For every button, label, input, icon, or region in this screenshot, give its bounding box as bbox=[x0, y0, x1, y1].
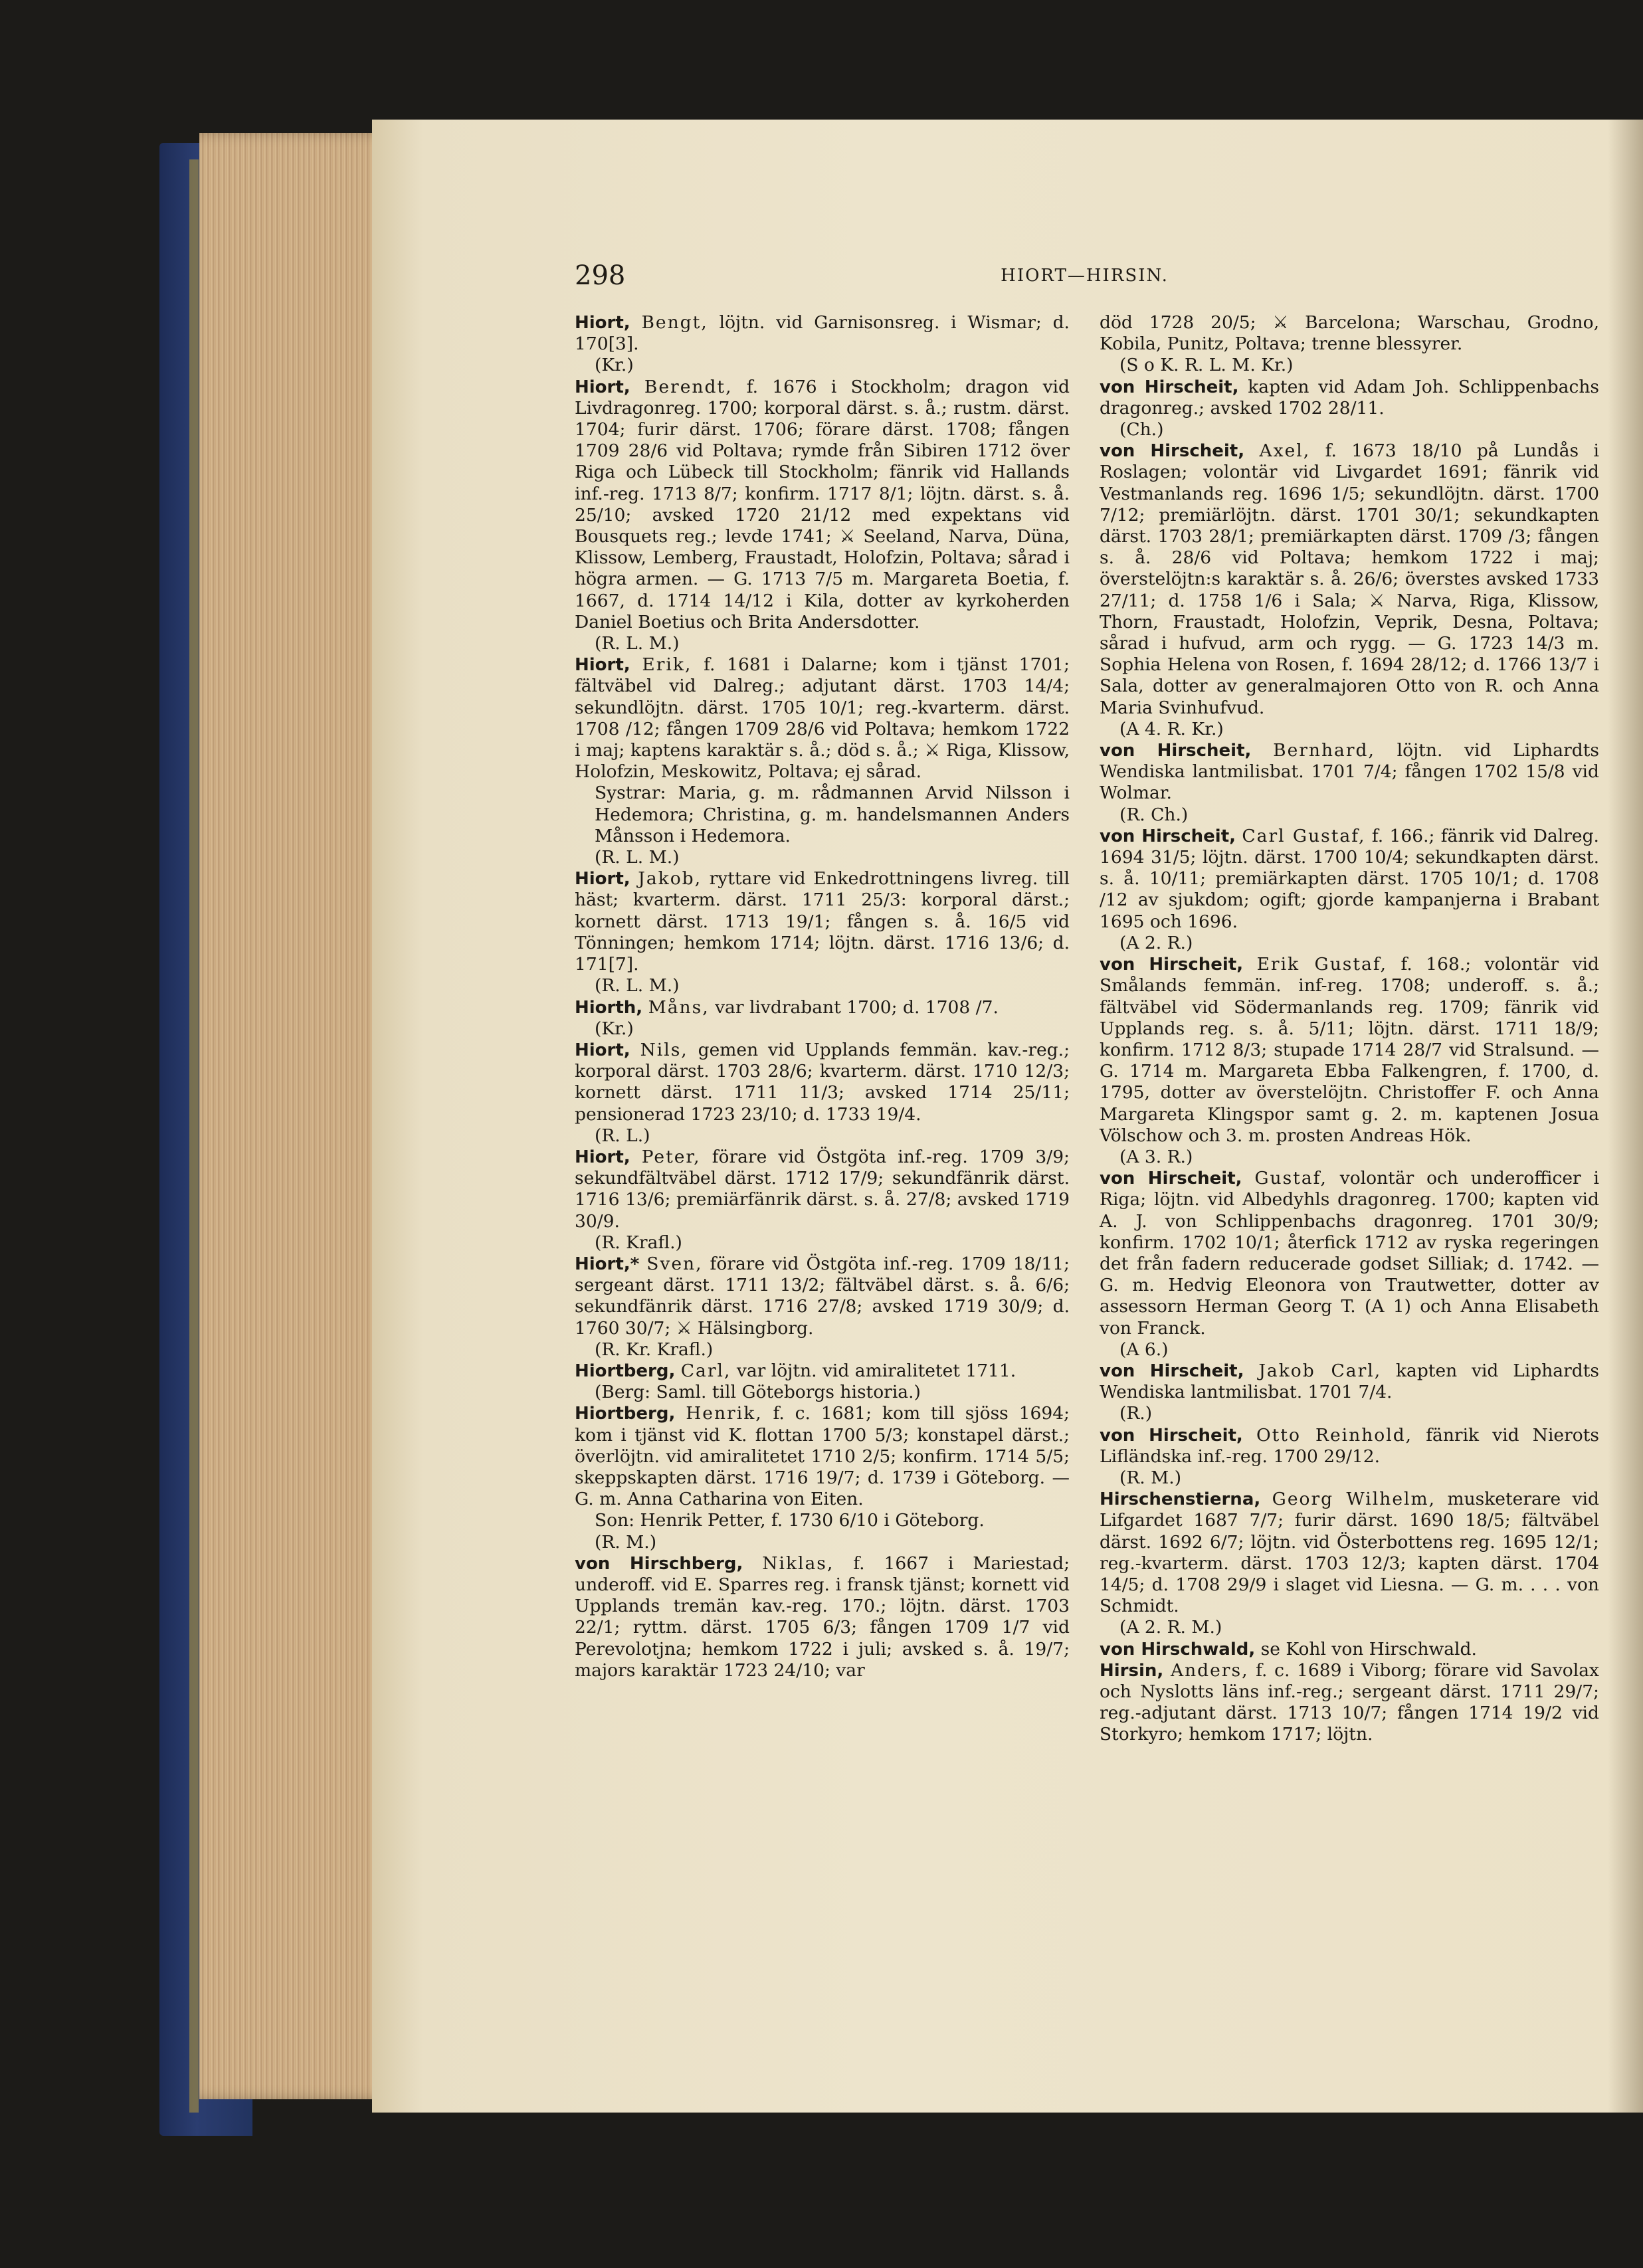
entry-given-name: Jakob, bbox=[638, 868, 702, 890]
entry-surname: Hiort, bbox=[575, 377, 630, 397]
entry-surname: Hiort, bbox=[575, 869, 630, 890]
biography-entry bbox=[1100, 1361, 1599, 1403]
entry-text: f. 1681 i Dalarne; kom i tjänst 1701; fältväbel vid Dalreg.; adjutant därst. 1703 14/4; sekundlöjtn. därst. 1705 10/1; reg.-kvarterm. därst. 1708 /12; fången 1709 28/6 vid Poltava; hemkom 1722 i maj; kaptens karaktär s. å.; död s. å.; ⚔ Riga, Klissow, Holofzin, Meskowitz, Poltava; ej sårad. bbox=[575, 654, 1070, 783]
entry-surname: Hirschenstierna, bbox=[1100, 1489, 1261, 1510]
entry-given-name: Gustaf, bbox=[1254, 1168, 1327, 1189]
biography-entry bbox=[575, 868, 1070, 975]
entry-surname: Hiortberg, bbox=[575, 1404, 676, 1424]
entry-surname: Hiort,* bbox=[575, 1254, 640, 1274]
source-reference: (R. L.) bbox=[595, 1125, 650, 1146]
biography-entry bbox=[1100, 954, 1599, 1147]
entry-given-name: Berendt, bbox=[644, 376, 733, 397]
entry-text: f. 168.; volontär vid Smålands femmän. inf-reg. 1708; underoff. s. å.; fältväbel vid Södermanlands reg. 1709; fänrik vid Upplands reg. s. å. 5/11; löjtn. därst. 1711 18/9; konfirm. 1712 8/3; stupade 1714 28/7 vid Stralsund. — G. 1714 m. Margareta Ebba Falkengren, f. 1700, d. 1795, dotter av överstelöjtn. Christoffer F. och Anna Margareta Klingspor samt g. 2. m. kaptenen Josua Völschow och 3. m. prosten Andreas Hök. bbox=[1100, 954, 1599, 1146]
biography-entry bbox=[575, 1147, 1070, 1232]
source-reference: (R. M.) bbox=[595, 1531, 657, 1553]
biography-entry bbox=[575, 312, 1070, 355]
page-gutter-shadow bbox=[1608, 120, 1643, 2113]
cover-edge bbox=[189, 159, 199, 2113]
entry-surname: Hiort, bbox=[575, 1040, 630, 1060]
entry-text: f. 1667 i Mariestad; underoff. vid E. Sparres reg. i fransk tjänst; kornett vid Upplands tremän kav.-reg. 170.; löjtn. därst. 1703 22/1; ryttm. därst. 1705 6/3; fången 1709 1/7 vid Perevolotjna; hemkom 1722 i juli; avsked s. å. 19/7; majors karaktär 1723 24/10; var bbox=[575, 1553, 1070, 1681]
entry-text: f. c. 1681; kom till sjöss 1694; kom i tjänst vid K. flottan 1700 5/3; konstapel därst.; överlöjtn. vid amiralitetet 1710 2/5; konfirm. 1714 5/5; skeppskapten därst. 1716 19/7; d. 1739 i Göteborg. — G. m. Anna Catharina von Eiten. bbox=[575, 1403, 1070, 1510]
biography-entry bbox=[1100, 740, 1599, 804]
biography-entry bbox=[575, 654, 1070, 783]
entry-text: se Kohl von Hirschwald. bbox=[1260, 1638, 1477, 1659]
source-reference: (Ch.) bbox=[1119, 419, 1164, 440]
entry-text: löjtn. vid Liphardts Wendiska lantmilisbat. 1701 7/4; fången 1702 15/8 vid Wolmar. bbox=[1100, 740, 1599, 804]
biography-entry bbox=[1100, 1168, 1599, 1339]
entry-given-name: Georg Wilhelm, bbox=[1272, 1489, 1436, 1510]
entry-text: kapten vid Adam Joh. Schlippenbachs dragonreg.; avsked 1702 28/11. bbox=[1100, 376, 1599, 419]
biography-entry bbox=[575, 1553, 1070, 1681]
source-reference: (A 3. R.) bbox=[1119, 1146, 1193, 1167]
entry-text: f. 1676 i Stockholm; dragon vid Livdragonreg. 1700; korporal därst. s. å.; rustm. därst. 1704; furir därst. 1706; förare därst. 1708; fången 1709 28/6 vid Poltava; rymde från Sibiren 1712 över Riga och Lübeck till Stockholm; fänrik vid Hallands inf.-reg. 1713 8/7; konfirm. 1717 8/1; löjtn. därst. s. å. 25/10; avsked 1720 21/12 med expektans vid Bousquets reg.; levde 1741; ⚔ Seeland, Narva, Düna, Klissow, Lemberg, Fraustadt, Holofzin, Poltava; sårad i högra armen. — G. 1713 7/5 m. Margareta Boetia, f. 1667, d. 1714 14/12 i Kila, dotter av kyrkoherden Daniel Boetius och Brita Andersdotter. bbox=[575, 376, 1070, 632]
source-reference: (R. M.) bbox=[1119, 1467, 1182, 1488]
source-reference: (R. L. M.) bbox=[595, 847, 680, 868]
biography-entry bbox=[1100, 377, 1599, 419]
source-reference: (Kr.) bbox=[595, 1018, 634, 1039]
entry-given-name: Carl Gustaf, bbox=[1242, 825, 1366, 846]
source-reference: (A 4. R. Kr.) bbox=[1119, 718, 1224, 739]
entry-given-name: Carl, bbox=[680, 1360, 731, 1381]
right-column bbox=[1100, 312, 1599, 1746]
source-reference: (R. L. M.) bbox=[595, 633, 680, 654]
source-reference: (R. Ch.) bbox=[1119, 804, 1189, 825]
biography-entry bbox=[575, 1254, 1070, 1339]
entry-given-name: Sven, bbox=[646, 1253, 703, 1274]
entry-given-name: Bernhard, bbox=[1273, 740, 1375, 761]
family-note: Son: Henrik Petter, f. 1730 6/10 i Göteborg. bbox=[595, 1510, 985, 1531]
source-reference: (A 6.) bbox=[1119, 1339, 1169, 1360]
running-head: HIORT—HIRSIN. bbox=[1001, 266, 1169, 286]
entry-surname: von Hirschberg, bbox=[575, 1553, 743, 1574]
biography-entry bbox=[575, 1040, 1070, 1125]
page-header bbox=[575, 260, 1595, 291]
entry-surname: Hiort, bbox=[575, 1147, 630, 1167]
entry-text: förare vid Östgöta inf.-reg. 1709 3/9; sekundfältväbel därst. 1712 17/9; sekundfänrik därst. 1716 13/6; premiärfänrik därst. s. å. 27/8; avsked 1719 30/9. bbox=[575, 1146, 1070, 1232]
entry-given-name: Axel, bbox=[1259, 440, 1311, 462]
entry-given-name: Nils, bbox=[640, 1039, 688, 1060]
entry-text: f. 166.; fänrik vid Dalreg. 1694 31/5; löjtn. därst. 1700 10/4; sekundkapten därst. s. å. 10/11; premiärkapten därst. 1705 10/1; d. 1708 /12 av sjukdom; ogift; gjorde kampanjerna i Brabant 1695 och 1696. bbox=[1100, 825, 1599, 932]
entry-text: ryttare vid Enkedrottningens livreg. till häst; kvarterm. därst. 1711 25/3: korporal därst.; kornett därst. 1713 19/1; fången s. å. 16/5 vid Tönningen; hemkom 1714; löjtn. därst. 1716 13/6; d. 171[7]. bbox=[575, 868, 1070, 975]
entry-text: f. c. 1689 i Viborg; förare vid Savolax och Nyslotts läns inf.-reg.; sergeant därst. 1711 29/7; reg.-adjutant därst. 1713 10/7; fången 1714 19/2 vid Storkyro; hemkom 1717; löjtn. bbox=[1100, 1659, 1599, 1745]
biography-entry bbox=[1100, 826, 1599, 933]
entry-given-name: Jakob Carl, bbox=[1258, 1360, 1382, 1381]
biography-entry bbox=[575, 377, 1070, 633]
family-note: Systrar: Maria, g. m. rådmannen Arvid Nilsson i Hedemora; Christina, g. m. handelsmannen Anders Månsson i Hedemora. bbox=[595, 783, 1070, 846]
source-reference: (A 2. R.) bbox=[1119, 932, 1193, 953]
entry-text: död 1728 20/5; ⚔ Barcelona; Warschau, Grodno, Kobila, Punitz, Poltava; trenne blessyrer. bbox=[1100, 312, 1599, 355]
entry-surname: Hiort, bbox=[575, 313, 630, 333]
entry-given-name: Henrik, bbox=[686, 1403, 763, 1424]
biography-entry bbox=[1100, 312, 1599, 355]
entry-surname: Hiort, bbox=[575, 655, 630, 676]
page-edges bbox=[199, 133, 399, 2099]
entry-surname: von Hirscheit, bbox=[1100, 377, 1239, 397]
left-column bbox=[575, 312, 1070, 1681]
source-reference: (R. L. M.) bbox=[595, 975, 680, 996]
entry-given-name: Otto Reinhold, bbox=[1256, 1424, 1413, 1446]
source-reference: (Berg: Saml. till Göteborgs historia.) bbox=[595, 1382, 921, 1403]
entry-given-name: Erik Gustaf, bbox=[1256, 954, 1388, 975]
entry-text: var löjtn. vid amiralitetet 1711. bbox=[736, 1360, 1016, 1381]
biography-entry bbox=[1100, 1489, 1599, 1617]
entry-text: volontär och underofficer i Riga; löjtn. vid Albedyhls dragonreg. 1700; kapten vid A. J. von Schlippenbachs dragonreg. 1701 30/9; konfirm. 1702 10/1; återfick 1712 av ryska regeringen det från fadern reducerade godset Silliak; d. 1742. — G. m. Hedvig Eleonora von Trautwetter, dotter av assessorn Herman Georg T. (A 1) och Anna Elisabeth von Franck. bbox=[1100, 1168, 1599, 1339]
entry-surname: von Hirscheit, bbox=[1100, 1425, 1243, 1446]
entry-given-name: Anders, bbox=[1170, 1659, 1249, 1681]
page-number: 298 bbox=[575, 260, 626, 291]
source-reference: (R. Kr. Krafl.) bbox=[595, 1339, 714, 1360]
source-reference: (R.) bbox=[1119, 1403, 1153, 1424]
entry-text: kapten vid Liphardts Wendiska lantmilisbat. 1701 7/4. bbox=[1100, 1360, 1599, 1403]
entry-surname: von Hirscheit, bbox=[1100, 826, 1236, 846]
entry-text: fänrik vid Nierots Lifländska inf.-reg. 1700 29/12. bbox=[1100, 1424, 1599, 1467]
entry-given-name: Måns, bbox=[648, 996, 710, 1018]
entry-surname: von Hirscheit, bbox=[1100, 1361, 1244, 1381]
biography-entry bbox=[575, 997, 1070, 1018]
entry-surname: von Hirscheit, bbox=[1100, 955, 1244, 975]
entry-given-name: Bengt, bbox=[641, 312, 708, 333]
entry-text: musketerare vid Lifgardet 1687 7/7; furir därst. 1690 18/5; fältväbel därst. 1692 6/7; löjtn. vid Österbottens reg. 1695 12/1; reg.-kvarterm. därst. 1703 12/3; kapten därst. 1704 14/5; d. 1708 29/9 i slaget vid Liesna. — G. m. . . . von Schmidt. bbox=[1100, 1489, 1599, 1617]
entry-surname: von Hirscheit, bbox=[1100, 441, 1245, 462]
entry-surname: von Hirschwald, bbox=[1100, 1639, 1256, 1659]
source-reference: (R. Krafl.) bbox=[595, 1232, 682, 1253]
entry-given-name: Niklas, bbox=[762, 1553, 834, 1574]
entry-surname: von Hirscheit, bbox=[1100, 741, 1252, 761]
entry-surname: Hiortberg, bbox=[575, 1361, 676, 1381]
biography-entry bbox=[1100, 440, 1599, 719]
entry-surname: Hirsin, bbox=[1100, 1660, 1164, 1681]
biography-entry bbox=[1100, 1425, 1599, 1467]
entry-text: f. 1673 18/10 på Lundås i Roslagen; volontär vid Livgardet 1691; fänrik vid Vestmanlands reg. 1696 1/5; sekundlöjtn. därst. 1700 7/12; premiärlöjtn. därst. 1701 30/1; sekundkapten därst. 1703 28/1; premiärkapten därst. 1709 /3; fången s. å. 28/6 vid Poltava; hemkom 1722 i maj; överstelöjtn:s karaktär s. å. 26/6; överstes avsked 1733 27/11; d. 1758 1/6 i Sala; ⚔ Narva, Riga, Klissow, Thorn, Fraustadt, Holofzin, Veprik, Desna, Poltava; sårad i hufvud, arm och rygg. — G. 1723 14/3 m. Sophia Helena von Rosen, f. 1694 28/12; d. 1766 13/7 i Sala, dotter av generalmajoren Otto von R. och Anna Maria Svinhufvud. bbox=[1100, 440, 1599, 718]
entry-text: löjtn. vid Garnisonsreg. i Wismar; d. 170[3]. bbox=[575, 312, 1070, 355]
entry-surname: Hiorth, bbox=[575, 997, 643, 1018]
entry-given-name: Peter, bbox=[641, 1146, 701, 1167]
source-reference: (S o K. R. L. M. Kr.) bbox=[1119, 355, 1294, 376]
source-reference: (Kr.) bbox=[595, 355, 634, 376]
entry-given-name: Erik, bbox=[642, 654, 692, 676]
entry-text: gemen vid Upplands femmän. kav.-reg.; korporal därst. 1703 28/6; kvarterm. därst. 1710 12/3; kornett därst. 1711 11/3; avsked 1714 25/11; pensionerad 1723 23/10; d. 1733 19/4. bbox=[575, 1039, 1070, 1125]
source-reference: (A 2. R. M.) bbox=[1119, 1617, 1222, 1638]
biography-entry bbox=[575, 1403, 1070, 1510]
entry-text: var livdrabant 1700; d. 1708 /7. bbox=[715, 996, 999, 1018]
entry-text: förare vid Östgöta inf.-reg. 1709 18/11; sergeant därst. 1711 13/2; fältväbel därst. s. å. 6/6; sekundfänrik därst. 1716 27/8; avsked 1719 30/9; d. 1760 30/7; ⚔ Hälsingborg. bbox=[575, 1253, 1070, 1339]
biography-entry bbox=[1100, 1660, 1599, 1746]
biography-entry bbox=[575, 1361, 1070, 1382]
biography-entry bbox=[1100, 1639, 1599, 1660]
entry-surname: von Hirscheit, bbox=[1100, 1169, 1242, 1189]
